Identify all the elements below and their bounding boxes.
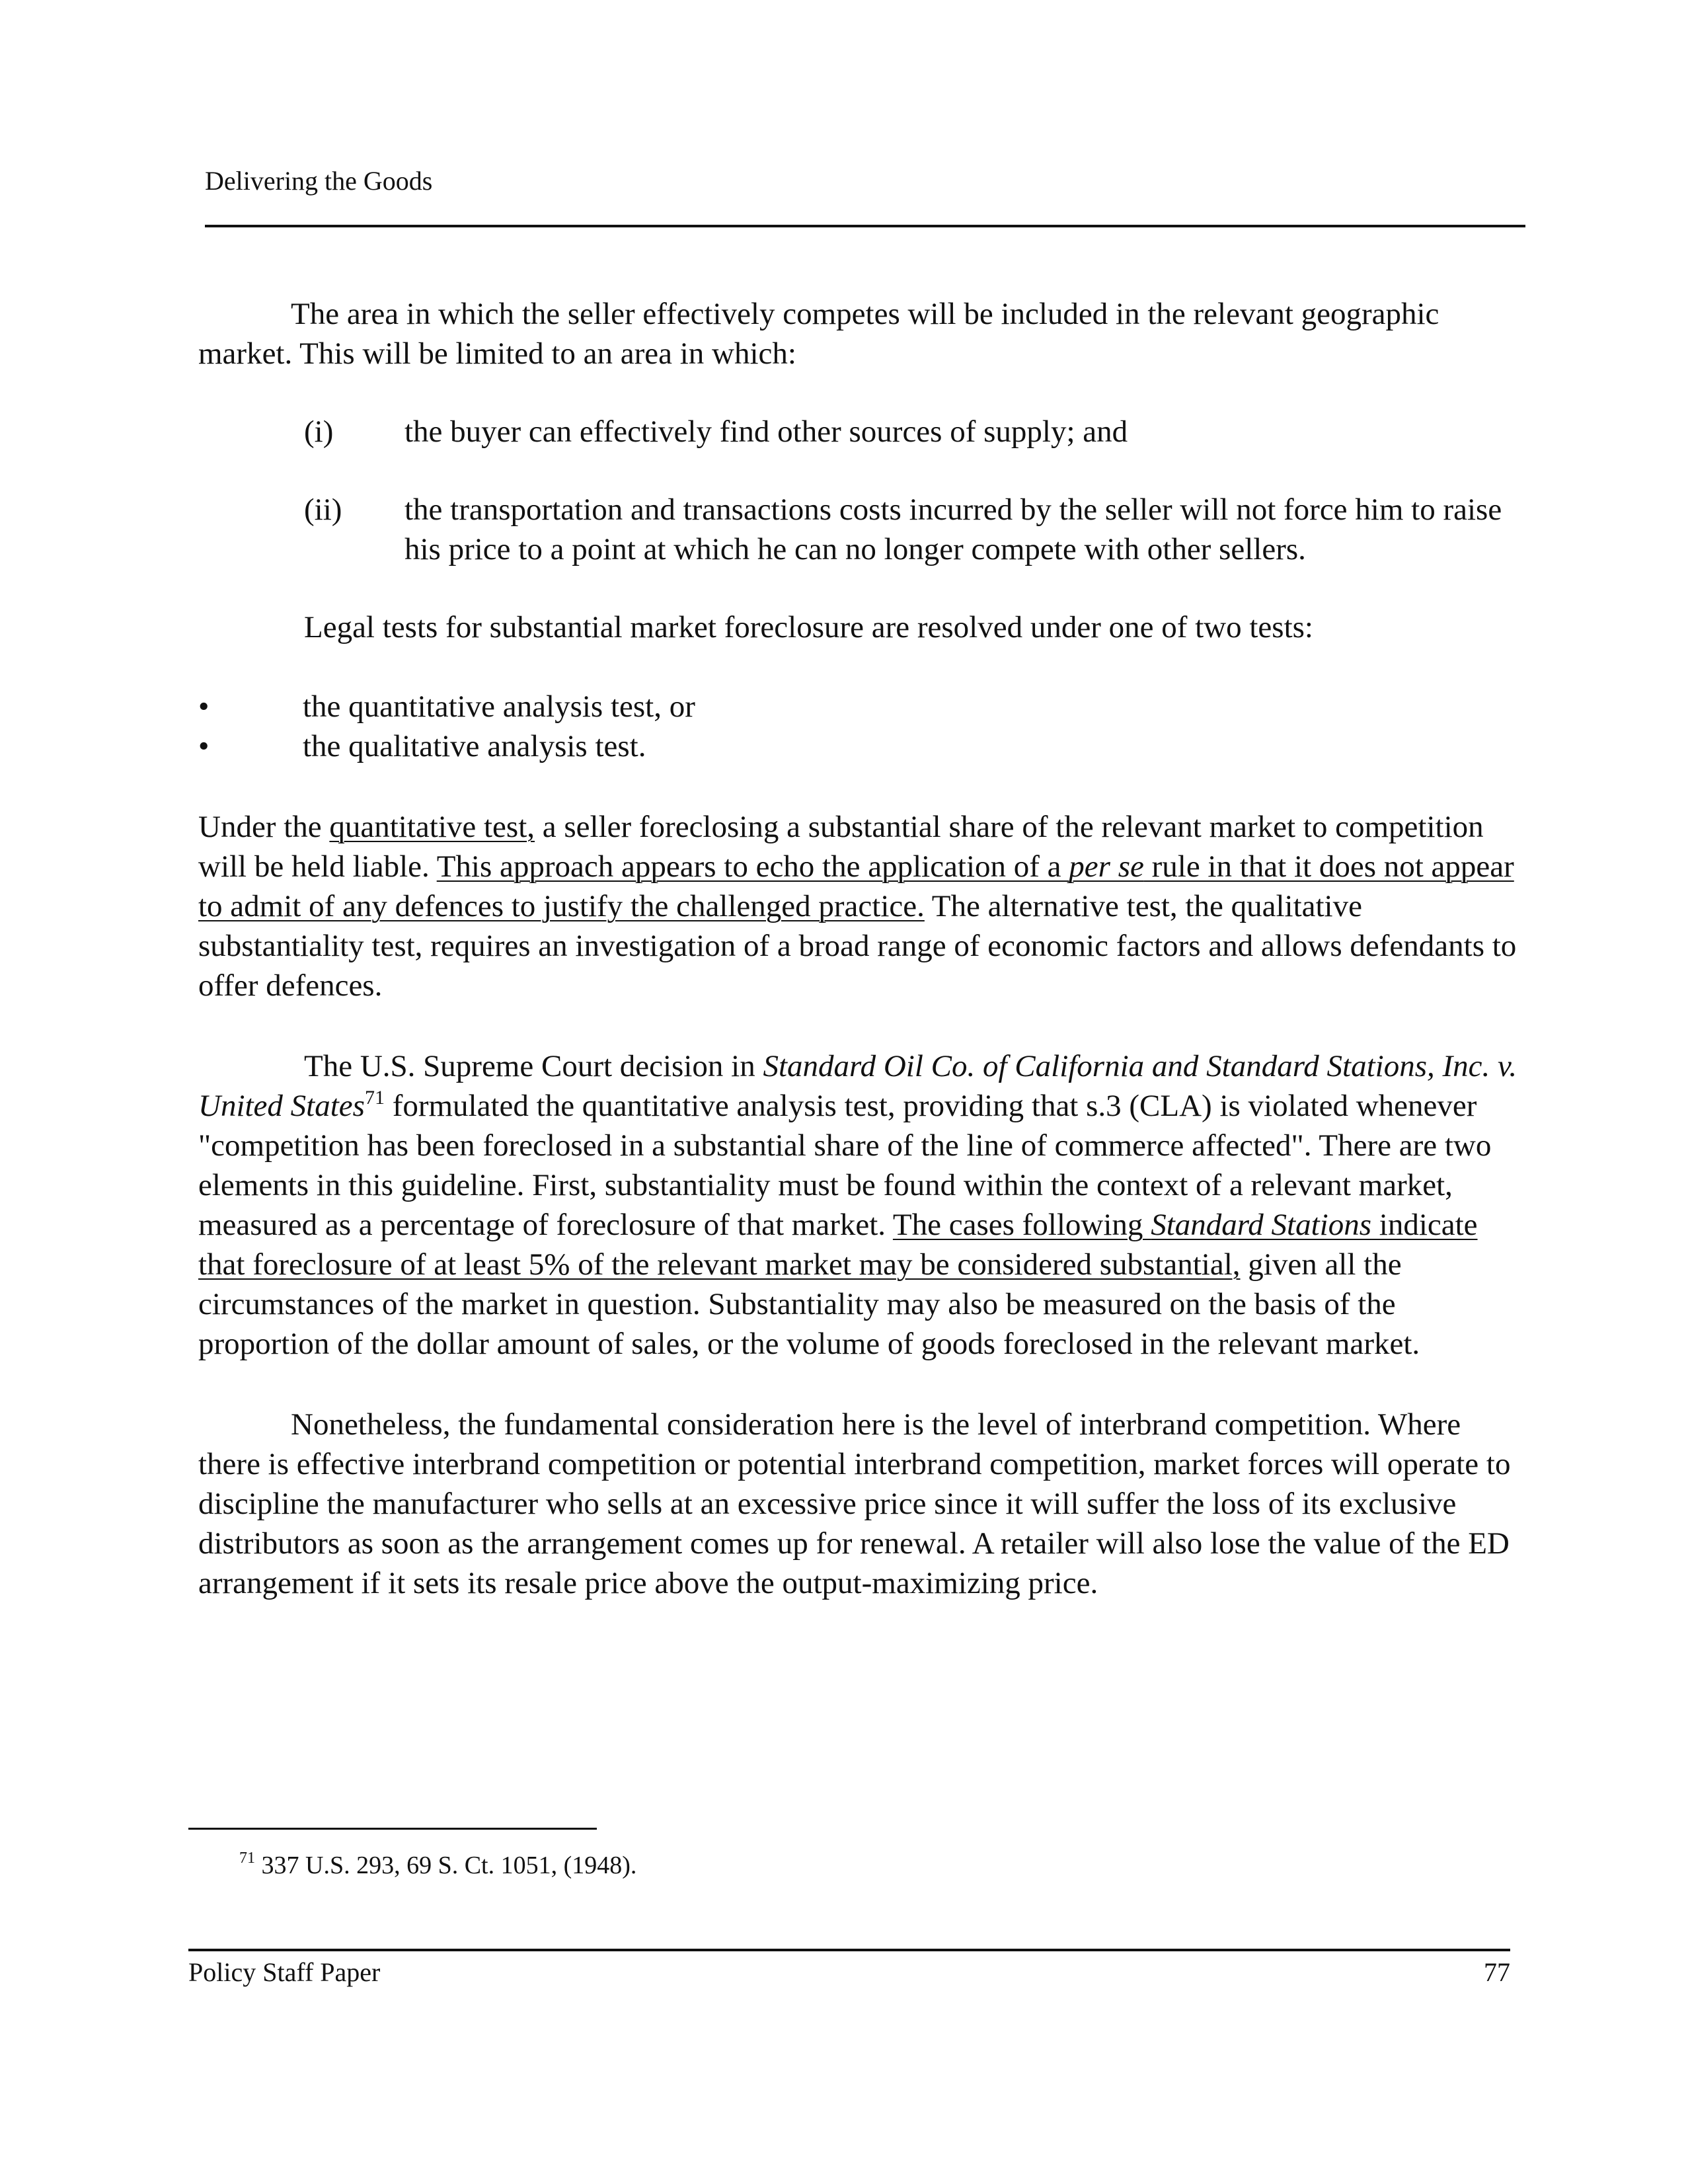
footnote-reference: 71 xyxy=(364,1087,385,1109)
header-rule xyxy=(205,225,1525,227)
text-run: a seller foreclosing a substantial share of the relevant market to competition will be held liable. xyxy=(198,810,1484,884)
text-run: The alternative test, the qualitative substantiality test, requires an investigation of a broad range of economic factors and allows defendants to offer defences. xyxy=(198,889,1517,1003)
italic-term: per se xyxy=(1069,849,1144,884)
text-run: The U.S. Supreme Court decision in xyxy=(304,1049,763,1083)
list-item xyxy=(198,490,1520,569)
footnote xyxy=(239,1851,636,1880)
bullet-text: the qualitative analysis test. xyxy=(303,729,646,763)
underlined-term: quantitative test, xyxy=(329,810,535,844)
paragraph-legal-tests: Legal tests for substantial market foreclosure are resolved under one of two tests: xyxy=(304,610,1313,644)
paragraph-interbrand: Nonetheless, the fundamental consideration here is the level of interbrand competition. Where there is effective interbrand competition or potential interbrand competition, market forces will operate to discipline the manufacturer who sells at an excessive price since it will suffer the loss of its exclusive distributors as soon as the arrangement comes up for renewal. A retailer will also lose the value of the ED arrangement if it sets its resale price above the output-maximizing price. xyxy=(198,1407,1511,1600)
text-run: formulated the quantitative analysis test, providing that s.3 (CLA) is violated whenever "competition has been foreclosed in a substantial share of the line of commerce affected". There are two elements in this guideline. First, substantiality must be found within the context of a relevant market, measured as a percentage of foreclosure of that market. xyxy=(198,1089,1492,1242)
paragraph-standard-oil xyxy=(198,1046,1520,1364)
case-name: Standard Stations xyxy=(1151,1208,1372,1242)
text-run: rule in that it does not appear to admit of any defences to justify the challenged practice. xyxy=(198,849,1514,923)
body-text xyxy=(198,294,1520,1603)
text-run: given all the circumstances of the market in question. Substantiality may also be measured on the basis of the proportion of the dollar amount of sales, or the volume of goods foreclosed in the relevant market. xyxy=(198,1247,1420,1361)
running-header: Delivering the Goods xyxy=(205,166,433,196)
bullet-mark: • xyxy=(198,689,210,724)
text-run: Under the xyxy=(198,810,330,844)
list-item-number: (ii) xyxy=(304,492,342,527)
text-run: indicate that foreclosure of at least 5% of the relevant market may be considered substantial, xyxy=(198,1208,1478,1282)
text-run: This approach appears to echo the application of a xyxy=(436,849,1069,884)
bullet-item xyxy=(198,726,1520,766)
case-name: Standard Oil Co. of California and Standard Stations, Inc. v. United States xyxy=(198,1049,1517,1123)
list-item-number: (i) xyxy=(304,414,334,449)
footnote-text: 337 U.S. 293, 69 S. Ct. 1051, (1948). xyxy=(255,1852,637,1879)
list-item-text: the buyer can effectively find other sources of supply; and xyxy=(404,414,1128,449)
list-item-text: the transportation and transactions costs incurred by the seller will not force him to raise his price to a point at which he can no longer compete with other sellers. xyxy=(404,492,1502,566)
footer-title: Policy Staff Paper xyxy=(188,1957,381,1987)
paragraph-geographic-market: The area in which the seller effectively competes will be included in the relevant geographic market. This will be limited to an area in which: xyxy=(198,297,1439,371)
text-run: The cases following xyxy=(892,1208,1151,1242)
footnote-rule xyxy=(188,1828,597,1830)
footnote-number: 71 xyxy=(239,1850,255,1867)
bullet-list xyxy=(198,687,1520,766)
footer-rule xyxy=(188,1949,1510,1951)
bullet-text: the quantitative analysis test, or xyxy=(303,689,695,724)
paragraph-quantitative-test xyxy=(198,807,1520,1005)
page-number: 77 xyxy=(1484,1957,1510,1987)
list-item xyxy=(198,412,1520,451)
bullet-mark: • xyxy=(198,729,210,763)
bullet-item xyxy=(198,687,1520,726)
